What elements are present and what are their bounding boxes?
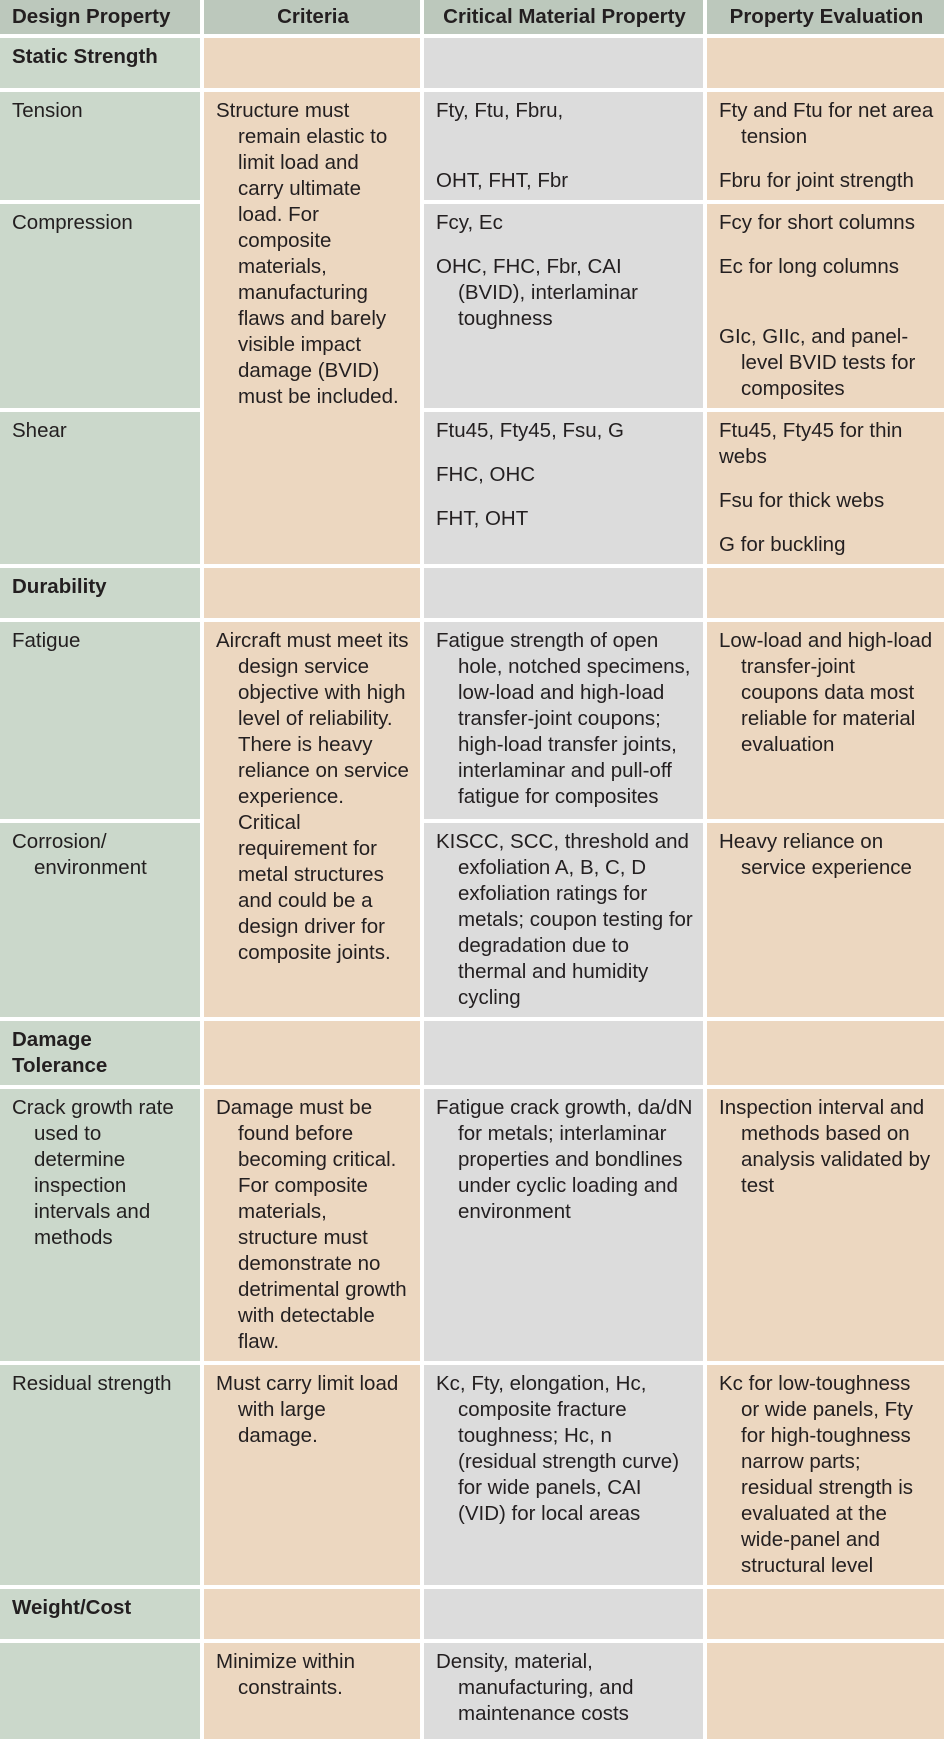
criteria-static-strength-text: Structure must remain elastic to limit load and carry ultimate load. For composite materials, manufacturing flaws and barely visible impact damage (BVID) must be included. <box>216 99 399 408</box>
spacer <box>719 280 934 324</box>
material-property-crack-growth <box>424 1089 707 1365</box>
material-property-residual-strength <box>424 1365 707 1589</box>
section-blank-cell <box>424 38 707 92</box>
design-property-corrosion <box>0 823 204 1021</box>
evaluation-weight-cost-blank <box>707 1643 944 1743</box>
design-property-crack-growth <box>0 1089 204 1365</box>
evaluation-residual-strength <box>707 1365 944 1589</box>
section-title-damage-tolerance: Damage Tolerance <box>0 1021 204 1089</box>
evaluation-shear-3: G for buckling <box>719 533 846 556</box>
evaluation-fatigue-text: Low-load and high-load transfer-joint coupons data most reliable for material evaluation <box>719 629 933 756</box>
material-property-tension-1: Fty, Ftu, Fbru, <box>436 99 564 122</box>
material-property-shear-1: Ftu45, Fty45, Fsu, G <box>436 419 624 442</box>
section-blank-cell <box>424 1021 707 1089</box>
table-row-corrosion <box>0 823 944 1021</box>
header-design-property: Design Property <box>0 0 204 38</box>
design-property-crack-growth-text: Crack growth rate used to determine inspection intervals and methods <box>12 1096 174 1249</box>
criteria-residual-strength <box>204 1365 424 1589</box>
table-row-fatigue <box>0 622 944 823</box>
material-property-compression-2: OHC, FHC, Fbr, CAI (BVID), interlaminar toughness <box>436 255 638 330</box>
section-row-durability <box>0 568 944 622</box>
material-property-shear-2: FHC, OHC <box>436 463 536 486</box>
table-row-weight-cost <box>0 1643 944 1743</box>
header-row <box>0 0 944 38</box>
evaluation-crack-growth-text: Inspection interval and methods based on analysis validated by test <box>719 1096 931 1197</box>
table-row-tension <box>0 92 944 204</box>
evaluation-crack-growth <box>707 1089 944 1365</box>
material-property-weight-cost-text: Density, material, manufacturing, and maintenance costs <box>436 1650 634 1725</box>
section-blank-cell <box>204 568 424 622</box>
criteria-damage-tolerance-text: Damage must be found before becoming critical. For composite materials, structure must demonstrate no detrimental growth with detectable flaw. <box>216 1096 407 1353</box>
table-row-shear <box>0 412 944 568</box>
evaluation-compression-2: Ec for long columns <box>719 255 900 278</box>
material-property-corrosion-text: KISCC, SCC, threshold and exfoliation A, B, C, D exfoliation ratings for metals; coupon testing for degradation due to thermal and humidity cycling <box>436 830 693 1009</box>
spacer <box>436 236 693 254</box>
section-blank-cell <box>707 1021 944 1089</box>
evaluation-shear-1: Ftu45, Fty45 for thin webs <box>719 419 903 468</box>
design-property-shear: Shear <box>0 412 204 568</box>
evaluation-compression-3: GIc, GIIc, and panel-level BVID tests for composites <box>719 325 916 400</box>
section-blank-cell <box>424 568 707 622</box>
evaluation-corrosion <box>707 823 944 1021</box>
evaluation-compression <box>707 204 944 412</box>
header-criteria: Criteria <box>204 0 424 38</box>
section-title-weight-cost: Weight/Cost <box>0 1589 204 1643</box>
spacer <box>436 444 693 462</box>
section-title-static-strength: Static Strength <box>0 38 204 92</box>
criteria-weight-cost <box>204 1643 424 1743</box>
criteria-static-strength <box>204 92 424 568</box>
evaluation-tension-1: Fty and Ftu for net area tension <box>719 99 934 148</box>
material-property-shear <box>424 412 707 568</box>
material-property-crack-growth-text: Fatigue crack growth, da/dN for metals; interlaminar properties and bondlines under cyclic loading and environment <box>436 1096 693 1223</box>
section-title-durability: Durability <box>0 568 204 622</box>
material-property-residual-strength-text: Kc, Fty, elongation, Hc, composite fracture toughness; Hc, n (residual strength curve) for wide panels, CAI (VID) for local areas <box>436 1372 680 1525</box>
spacer <box>436 488 693 506</box>
header-property-evaluation: Property Evaluation <box>707 0 944 38</box>
material-property-corrosion <box>424 823 707 1021</box>
evaluation-corrosion-text: Heavy reliance on service experience <box>719 830 912 879</box>
evaluation-tension-2: Fbru for joint strength <box>719 169 914 192</box>
spacer <box>719 150 934 168</box>
section-blank-cell <box>204 1589 424 1643</box>
material-property-weight-cost <box>424 1643 707 1743</box>
section-row-static-strength <box>0 38 944 92</box>
material-property-compression <box>424 204 707 412</box>
material-property-fatigue-text: Fatigue strength of open hole, notched specimens, low-load and high-load transfer-joint coupons; high-load transfer joints, interlaminar and pull-off fatigue for composites <box>436 629 691 808</box>
design-property-fatigue: Fatigue <box>0 622 204 823</box>
section-blank-cell <box>707 38 944 92</box>
section-row-damage-tolerance <box>0 1021 944 1089</box>
evaluation-shear-2: Fsu for thick webs <box>719 489 885 512</box>
spacer <box>719 470 934 488</box>
criteria-weight-cost-text: Minimize within constraints. <box>216 1650 355 1699</box>
spacer <box>436 124 693 168</box>
section-blank-cell <box>204 38 424 92</box>
evaluation-residual-strength-text: Kc for low-toughness or wide panels, Fty for high-toughness narrow parts; residual strength is evaluated at the wide-panel and structural level <box>719 1372 914 1577</box>
spacer <box>719 236 934 254</box>
criteria-damage-tolerance <box>204 1089 424 1365</box>
evaluation-compression-1: Fcy for short columns <box>719 211 915 234</box>
material-property-compression-1: Fcy, Ec <box>436 211 503 234</box>
design-property-residual-strength: Residual strength <box>0 1365 204 1589</box>
header-critical-material-property: Critical Material Property <box>424 0 707 38</box>
material-property-tension-2: OHT, FHT, Fbr <box>436 169 569 192</box>
material-property-tension <box>424 92 707 204</box>
section-blank-cell <box>204 1021 424 1089</box>
design-property-weight-cost-blank <box>0 1643 204 1743</box>
table-row-residual-strength <box>0 1365 944 1589</box>
criteria-residual-strength-text: Must carry limit load with large damage. <box>216 1372 399 1447</box>
material-property-shear-3: FHT, OHT <box>436 507 529 530</box>
criteria-durability-text: Aircraft must meet its design service objective with high level of reliability. There is heavy reliance on service experience. Critical requirement for metal structures and could be a design driver for composite joints. <box>216 629 409 964</box>
table-row-compression <box>0 204 944 412</box>
design-property-corrosion-text: Corrosion/ environment <box>12 830 147 879</box>
evaluation-shear <box>707 412 944 568</box>
section-row-weight-cost <box>0 1589 944 1643</box>
criteria-durability <box>204 622 424 1021</box>
evaluation-tension <box>707 92 944 204</box>
material-property-fatigue <box>424 622 707 823</box>
evaluation-fatigue <box>707 622 944 823</box>
section-blank-cell <box>424 1589 707 1643</box>
design-property-tension: Tension <box>0 92 204 204</box>
design-property-compression: Compression <box>0 204 204 412</box>
spacer <box>719 514 934 532</box>
section-blank-cell <box>707 1589 944 1643</box>
table-row-crack-growth <box>0 1089 944 1365</box>
section-blank-cell <box>707 568 944 622</box>
